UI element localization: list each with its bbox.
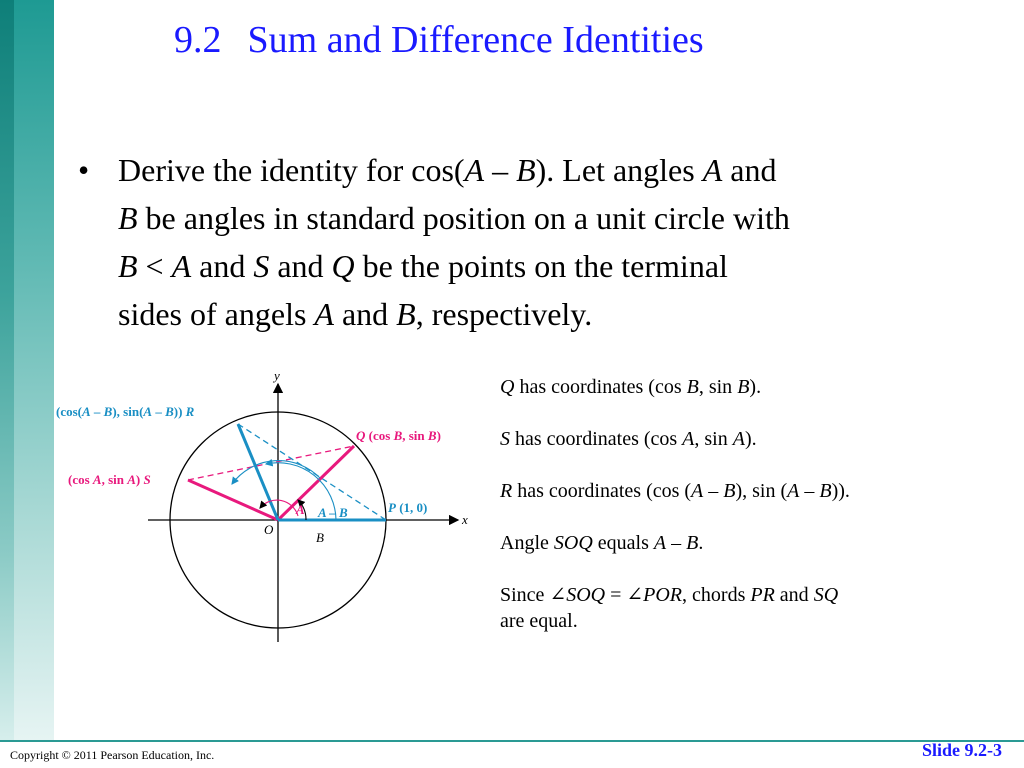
point-p-label: P (1, 0) <box>388 500 428 515</box>
bullet-marker: • <box>78 152 90 188</box>
angle-a-label: A <box>296 502 305 517</box>
point-r-label: (cos(A – B), sin(A – B)) R <box>56 404 195 419</box>
note-chords: Since ∠SOQ = ∠POR, chords PR and SQ <box>500 584 839 606</box>
bullet-line-2: B be angles in standard position on a unit circle with <box>118 200 790 236</box>
y-axis-label: y <box>274 368 280 383</box>
section-number: 9.2 <box>174 19 222 61</box>
note-s-coordinates: S has coordinates (cos A, sin A). <box>500 428 757 450</box>
note-q-coordinates: Q has coordinates (cos B, sin B). <box>500 376 762 398</box>
side-decoration-stripe <box>0 0 14 740</box>
slide-number: Slide 9.2-3 <box>921 740 1002 760</box>
note-r-coordinates: R has coordinates (cos (A – B), sin (A – B)). <box>500 480 850 502</box>
arc-angle-soq <box>232 461 320 484</box>
slide-title <box>174 18 704 62</box>
bullet-line-4: sides of angels A and B, respectively. <box>118 296 593 332</box>
point-q-label: Q (cos B, sin B) <box>356 428 441 443</box>
note-chords-cont: are equal. <box>500 610 578 632</box>
footer-divider <box>0 740 1024 742</box>
bullet-line-3: B < A and S and Q be the points on the terminal <box>118 248 728 284</box>
unit-circle-svg <box>50 366 490 646</box>
bullet-line-1: Derive the identity for cos(A – B). Let angles A and <box>118 152 777 188</box>
angle-b-label: B <box>316 530 324 545</box>
copyright-text: Copyright © 2011 Pearson Education, Inc. <box>10 748 215 762</box>
unit-circle-diagram <box>50 366 490 646</box>
x-axis-label: x <box>462 512 468 527</box>
point-s-label: (cos A, sin A) S <box>68 472 151 487</box>
angle-a-minus-b-label: A – B <box>318 505 348 520</box>
title-text: Sum and Difference Identities <box>247 19 704 61</box>
note-angle-soq: Angle SOQ equals A – B. <box>500 532 704 554</box>
origin-label: O <box>264 522 274 537</box>
